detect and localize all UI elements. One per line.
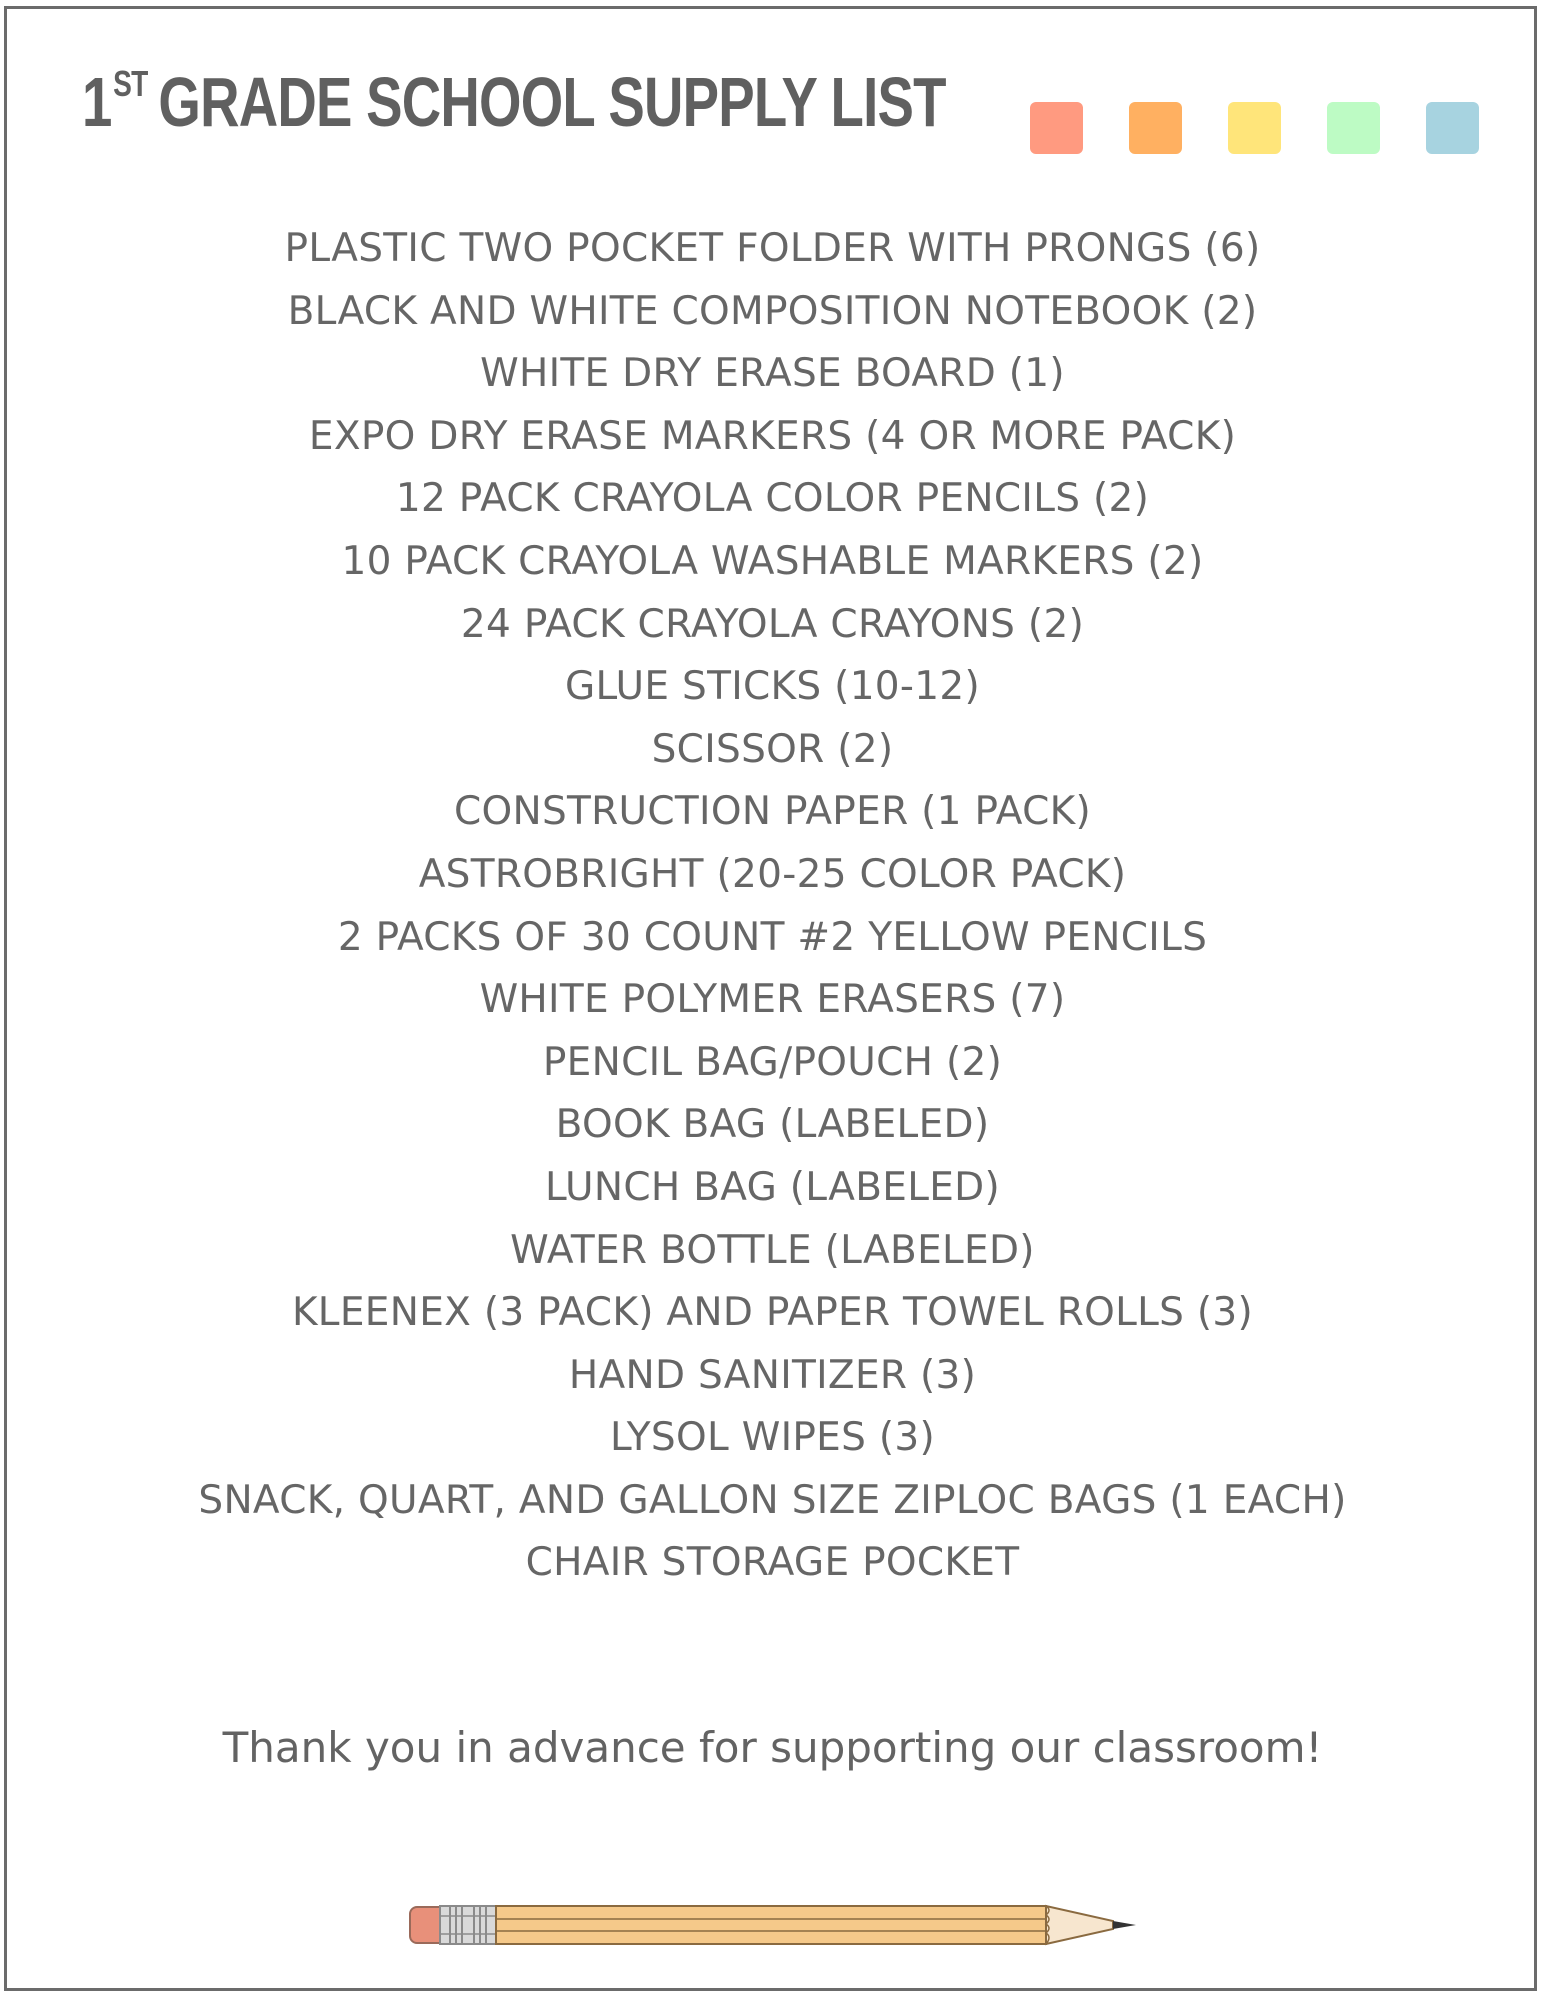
supply-item: SCISSOR (2)	[651, 726, 894, 772]
pencil-lead	[1113, 1921, 1136, 1929]
swatch-salmon	[1030, 102, 1083, 154]
swatch-orange	[1129, 102, 1182, 154]
supply-item: WATER BOTTLE (LABELED)	[510, 1227, 1035, 1273]
supply-item: CHAIR STORAGE POCKET	[525, 1540, 1020, 1586]
supply-item: 10 PACK CRAYOLA WASHABLE MARKERS (2)	[341, 538, 1204, 584]
supply-item: KLEENEX (3 PACK) AND PAPER TOWEL ROLLS (3)	[291, 1290, 1254, 1336]
title-suffix: ST	[113, 63, 148, 104]
supply-item: GLUE STICKS (10-12)	[564, 664, 981, 710]
swatch-yellow	[1228, 102, 1281, 154]
supply-item: BOOK BAG (LABELED)	[555, 1102, 990, 1148]
supply-item: LUNCH BAG (LABELED)	[544, 1164, 1001, 1210]
supply-item: ASTROBRIGHT (20-25 COLOR PACK)	[418, 851, 1127, 897]
supply-item: CONSTRUCTION PAPER (1 PACK)	[453, 789, 1092, 835]
pencil-wood-tip	[1046, 1906, 1113, 1944]
supply-list	[0, 218, 1545, 1595]
supply-item: EXPO DRY ERASE MARKERS (4 OR MORE PACK)	[308, 413, 1237, 459]
pencil-body	[496, 1906, 1046, 1944]
supply-item: WHITE DRY ERASE BOARD (1)	[480, 351, 1065, 397]
title-text: GRADE SCHOOL SUPPLY LIST	[158, 63, 946, 141]
supply-item: PENCIL BAG/POUCH (2)	[542, 1039, 1003, 1085]
supply-item: LYSOL WIPES (3)	[609, 1415, 936, 1461]
supply-item: HAND SANITIZER (3)	[568, 1352, 977, 1398]
thank-you-message: Thank you in advance for supporting our classroom!	[222, 1723, 1323, 1772]
pencil-icon	[408, 1902, 1138, 1948]
supply-item: WHITE POLYMER ERASERS (7)	[479, 977, 1066, 1023]
swatch-blue	[1426, 102, 1479, 154]
title-number: 1	[82, 63, 112, 141]
swatch-mint	[1327, 102, 1380, 154]
pencil-ferrule	[440, 1906, 496, 1944]
page-title	[82, 62, 946, 142]
supply-item: 12 PACK CRAYOLA COLOR PENCILS (2)	[395, 476, 1150, 522]
supply-item: BLACK AND WHITE COMPOSITION NOTEBOOK (2)	[287, 288, 1258, 334]
supply-item: 24 PACK CRAYOLA CRAYONS (2)	[460, 601, 1085, 647]
supply-item: PLASTIC TWO POCKET FOLDER WITH PRONGS (6)	[284, 226, 1261, 271]
supply-item: 2 PACKS OF 30 COUNT #2 YELLOW PENCILS	[337, 914, 1208, 960]
supply-item: SNACK, QUART, AND GALLON SIZE ZIPLOC BAGS (1 EACH)	[198, 1477, 1347, 1523]
